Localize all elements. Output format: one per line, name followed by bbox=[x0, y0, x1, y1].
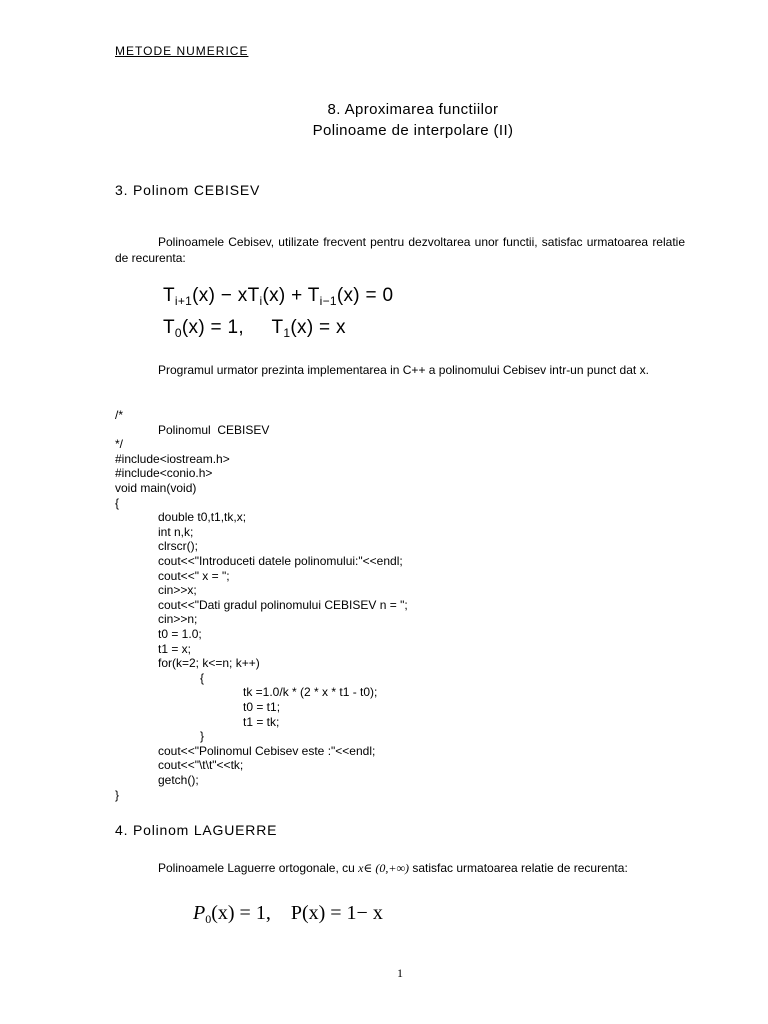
code-line: t0 = 1.0; bbox=[158, 627, 202, 641]
running-header: METODE NUMERICE bbox=[115, 44, 249, 58]
page-number: 1 bbox=[397, 966, 403, 980]
code-line: cin>>x; bbox=[158, 583, 197, 598]
code-line: cout<<" x = "; bbox=[158, 568, 230, 583]
laguerre-intro-paragraph: Polinoamele Laguerre ortogonale, cu x∈ (0,+∞) satisfac urmatoarea relatie de recurenta: bbox=[158, 861, 628, 875]
code-line: #include<iostream.h> bbox=[115, 451, 230, 466]
code-line: Polinomul CEBISEV bbox=[158, 422, 270, 437]
code-line: double t0,t1,tk,x; bbox=[158, 510, 247, 525]
chapter-subtitle: Polinoame de interpolare (II) bbox=[312, 122, 514, 139]
code-line: { bbox=[115, 495, 120, 510]
code-line: cout<<"Dati gradul polinomului CEBISEV n = "; bbox=[158, 597, 408, 612]
code-line: } bbox=[115, 787, 120, 802]
code-line: cout<<"\t\t"<<tk; bbox=[158, 758, 244, 773]
cebisev-initial-conditions: $T_0(x) = 1$, $T_1(x) = x$ bbox=[163, 317, 346, 340]
chapter-title: 8. Aproximarea functiilor bbox=[327, 101, 499, 118]
code-line: t0 = t1; bbox=[243, 700, 281, 714]
code-line: cout<<"Polinomul Cebisev este :"<<endl; bbox=[158, 743, 376, 758]
code-line: for(k=2; k<=n; k++) bbox=[158, 656, 260, 671]
code-line: int n,k; bbox=[158, 524, 194, 539]
laguerre-initial-equation: $P_0(x) = 1$, P(x) = 1− x bbox=[193, 902, 383, 926]
section-heading-laguerre: 4. Polinom LAGUERRE bbox=[115, 822, 278, 838]
section-heading-cebisev: 3. Polinom CEBISEV bbox=[115, 182, 261, 198]
code-line: clrscr(); bbox=[158, 539, 198, 554]
code-line: cout<<"Introduceti datele polinomului:"<<endl; bbox=[158, 554, 403, 568]
code-line: t1 = tk; bbox=[243, 714, 280, 729]
code-line: } bbox=[200, 729, 205, 744]
interval-math: x∈ (0,+∞) bbox=[358, 861, 409, 875]
code-line: /* bbox=[115, 408, 124, 422]
code-line: */ bbox=[115, 437, 124, 452]
code-line: void main(void) bbox=[115, 481, 197, 495]
cebisev-recurrence-equation: $T_{i+1}(x) - xT_i(x) + T_{i-1}(x) = 0$ bbox=[163, 285, 394, 308]
cebisev-intro-paragraph: Polinoamele Cebisev, utilizate frecvent pentru dezvoltarea unor functii, satisfac urmatoarea relatie de recurenta: bbox=[115, 235, 685, 265]
code-line: cin>>n; bbox=[158, 612, 198, 627]
code-line: { bbox=[200, 670, 205, 685]
code-line: #include<conio.h> bbox=[115, 466, 213, 481]
code-line: t1 = x; bbox=[158, 641, 192, 656]
code-line: tk =1.0/k * (2 * x * t1 - t0); bbox=[243, 685, 378, 700]
code-line: getch(); bbox=[158, 773, 199, 787]
program-intro-paragraph: Programul urmator prezinta implementarea in C++ a polinomului Cebisev intr-un punct dat x. bbox=[158, 363, 649, 377]
